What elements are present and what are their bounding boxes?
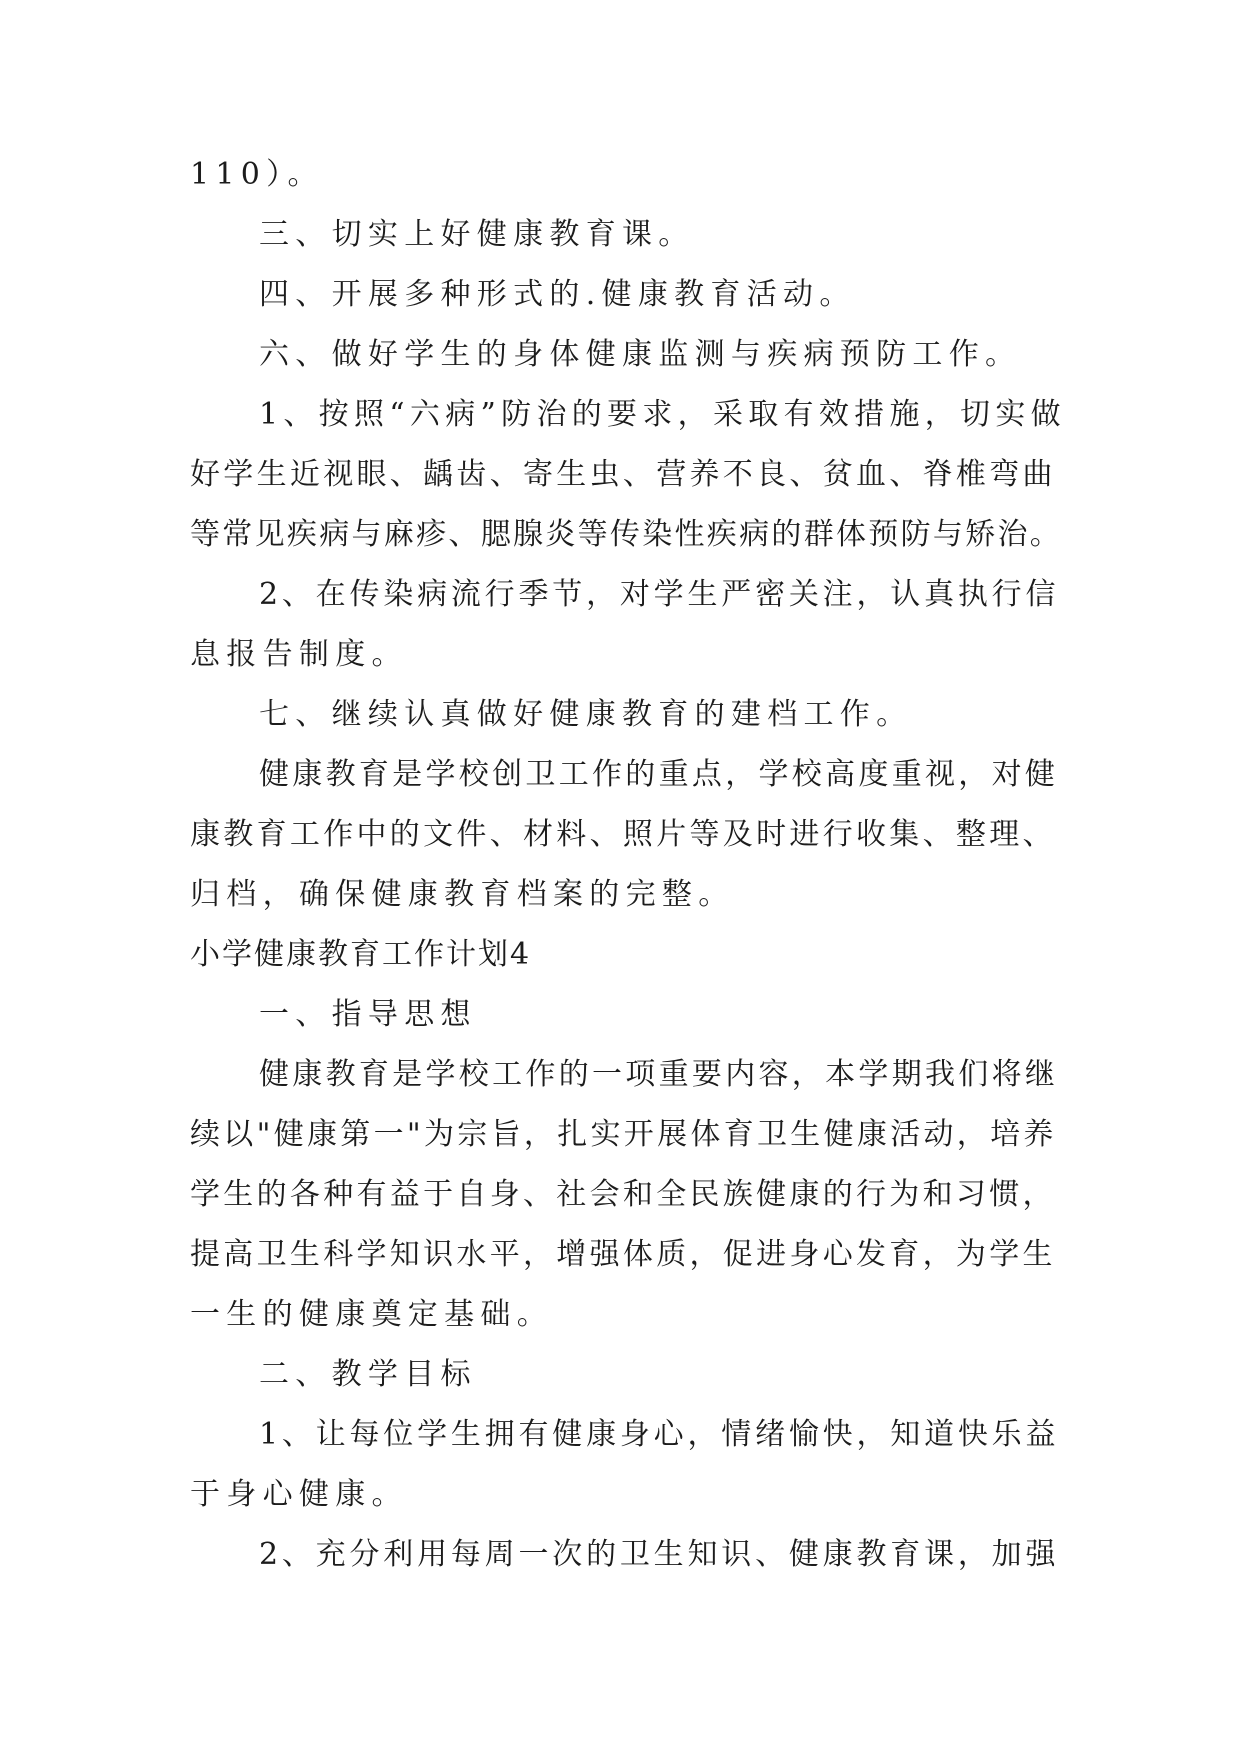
text-line: 六、做好学生的身体健康监测与疾病预防工作。 xyxy=(259,337,1022,372)
text-line: 一、指导思想 xyxy=(259,997,477,1032)
text-line: 续以"健康第一"为宗旨，扎实开展体育卫生健康活动，培养 xyxy=(190,1117,1057,1152)
text-line: 四、开展多种形式的.健康教育活动。 xyxy=(259,277,856,312)
text-line: 二、教学目标 xyxy=(259,1357,477,1392)
text-line: 三、切实上好健康教育课。 xyxy=(259,217,695,252)
text-line: 1、让每位学生拥有健康身心，情绪愉快，知道快乐益 xyxy=(259,1417,1060,1452)
text-line: 息报告制度。 xyxy=(190,637,408,672)
text-line: 提高卫生科学知识水平，增强体质，促进身心发育，为学生 xyxy=(190,1237,1056,1272)
text-line: 康教育工作中的文件、材料、照片等及时进行收集、整理、 xyxy=(190,817,1056,852)
section-heading: 小学健康教育工作计划4 xyxy=(190,937,532,972)
text-line: 2、充分利用每周一次的卫生知识、健康教育课，加强 xyxy=(259,1537,1060,1572)
document-body xyxy=(190,157,1068,1600)
text-line: 1、按照“六病”防治的要求，采取有效措施，切实做 xyxy=(259,397,1066,432)
text-line: 健康教育是学校工作的一项重要内容，本学期我们将继 xyxy=(259,1057,1059,1092)
text-line: 学生的各种有益于自身、社会和全民族健康的行为和习惯， xyxy=(190,1177,1056,1212)
text-line: 好学生近视眼、龋齿、寄生虫、营养不良、贫血、脊椎弯曲 xyxy=(190,457,1056,492)
text-line: 110）。 xyxy=(190,157,324,192)
text-line: 等常见疾病与麻疹、腮腺炎等传染性疾病的群体预防与矫治。 xyxy=(190,517,1063,552)
text-line: 2、在传染病流行季节，对学生严密关注，认真执行信 xyxy=(259,577,1060,612)
text-line: 健康教育是学校创卫工作的重点，学校高度重视，对健 xyxy=(259,757,1059,792)
text-line: 归档，确保健康教育档案的完整。 xyxy=(190,877,735,912)
text-line: 于身心健康。 xyxy=(190,1477,408,1512)
text-line: 七、继续认真做好健康教育的建档工作。 xyxy=(259,697,913,732)
text-line: 一生的健康奠定基础。 xyxy=(190,1297,553,1332)
